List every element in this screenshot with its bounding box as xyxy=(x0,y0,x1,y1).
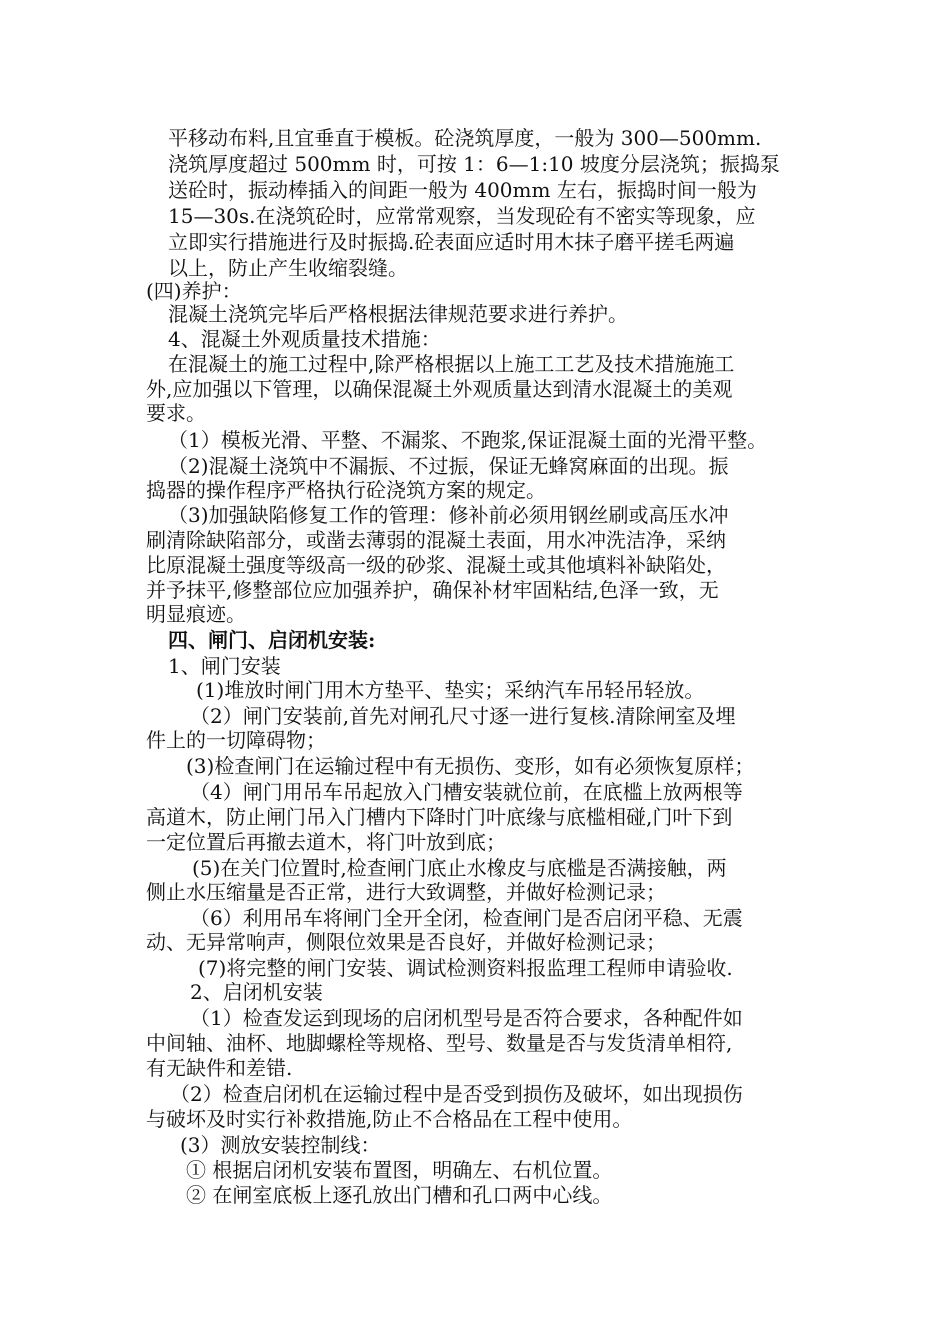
text-line: 刷清除缺陷部分，或凿去薄弱的混凝土表面，用水冲洗洁净，采纳 xyxy=(146,528,726,552)
text-line: （4）闸门用吊车吊起放入门槽安装就位前，在底槛上放两根等 xyxy=(190,780,743,804)
text-line: （1）模板光滑、平整、不漏浆、不跑浆,保证混凝土面的光滑平整。 xyxy=(168,428,768,452)
text-line: 有无缺件和差错. xyxy=(146,1056,293,1080)
subsection-heading: 2、启闭机安装 xyxy=(190,980,323,1004)
text-line: （2）检查启闭机在运输过程中是否受到损伤及破坏，如出现损伤 xyxy=(170,1082,743,1106)
text-line: ① 根据启闭机安装布置图，明确左、右机位置。 xyxy=(186,1158,613,1182)
text-line: 侧止水压缩量是否正常，进行大致调整，并做好检测记录； xyxy=(146,880,666,904)
text-line: (5)在关门位置时,检查闸门底止水橡皮与底槛是否满接触，两 xyxy=(192,856,727,880)
text-line: 比原混凝土强度等级高一级的砂浆、混凝土或其他填料补缺陷处， xyxy=(146,553,726,577)
text-line: (3）测放安装控制线： xyxy=(180,1133,381,1157)
text-line: 要求。 xyxy=(146,401,206,425)
text-line: 动、无异常响声，侧限位效果是否良好，并做好检测记录； xyxy=(146,930,666,954)
text-line: （1）检查发运到现场的启闭机型号是否符合要求，各种配件如 xyxy=(190,1006,743,1030)
text-line: （2）闸门安装前,首先对闸孔尺寸逐一进行复核.清除闸室及埋 xyxy=(190,704,736,728)
text-line: ② 在闸室底板上逐孔放出门槽和孔口两中心线。 xyxy=(186,1183,613,1207)
text-line: 混凝土浇筑完毕后严格根据法律规范要求进行养护。 xyxy=(168,302,628,326)
text-line: （2)混凝土浇筑中不漏振、不过振，保证无蜂窝麻面的出现。振 xyxy=(168,454,729,478)
text-line: 以上，防止产生收缩裂缝。 xyxy=(168,256,408,280)
section-heading: 四、闸门、启闭机安装: xyxy=(168,628,376,652)
text-line: 外,应加强以下管理，以确保混凝土外观质量达到清水混凝土的美观 xyxy=(146,377,733,401)
text-line: 高道木，防止闸门吊入门槽内下降时门叶底缘与底槛相碰,门叶下到 xyxy=(146,805,733,829)
text-line: 并予抹平,修整部位应加强养护，确保补材牢固粘结,色泽一致，无 xyxy=(146,578,719,602)
subsection-heading: 1、闸门安装 xyxy=(168,654,281,678)
text-line: 与破坏及时实行补救措施,防止不合格品在工程中使用。 xyxy=(146,1107,633,1131)
text-line: 一定位置后再撤去道木，将门叶放到底； xyxy=(146,830,506,854)
section-heading: (四)养护： xyxy=(146,279,242,303)
text-line: 立即实行措施进行及时振捣.砼表面应适时用木抹子磨平搓毛两遍 xyxy=(168,230,735,254)
text-line: 中间轴、油杯、地脚螺栓等规格、型号、数量是否与发货清单相符, xyxy=(146,1031,733,1055)
text-line: 15—30s.在浇筑砼时，应常常观察，当发现砼有不密实等现象，应 xyxy=(168,204,756,228)
text-line: 送砼时，振动棒插入的间距一般为 400mm 左右，振捣时间一般为 xyxy=(168,178,757,202)
text-line: 平移动布料,且宜垂直于模板。砼浇筑厚度，一般为 300—500mm. xyxy=(168,126,762,150)
section-heading: 4、混凝土外观质量技术措施： xyxy=(168,327,441,351)
text-line: (3)检查闸门在运输过程中有无损伤、变形，如有必须恢复原样； xyxy=(186,754,755,778)
text-line: 捣器的操作程序严格执行砼浇筑方案的规定。 xyxy=(146,478,546,502)
text-line: 在混凝土的施工过程中,除严格根据以上施工工艺及技术措施施工 xyxy=(168,352,735,376)
text-line: (1)堆放时闸门用木方垫平、垫实；采纳汽车吊轻吊轻放。 xyxy=(196,678,705,702)
text-line: (7)将完整的闸门安装、调试检测资料报监理工程师申请验收. xyxy=(198,956,733,980)
text-line: 浇筑厚度超过 500mm 时，可按 1：6—1:10 坡度分层浇筑；振捣泵 xyxy=(168,152,780,176)
text-line: （6）利用吊车将闸门全开全闭，检查闸门是否启闭平稳、无震 xyxy=(190,906,743,930)
text-line: 件上的一切障碍物； xyxy=(146,728,326,752)
text-line: （3)加强缺陷修复工作的管理：修补前必须用钢丝刷或高压水冲 xyxy=(168,503,729,527)
text-line: 明显痕迹。 xyxy=(146,602,246,626)
